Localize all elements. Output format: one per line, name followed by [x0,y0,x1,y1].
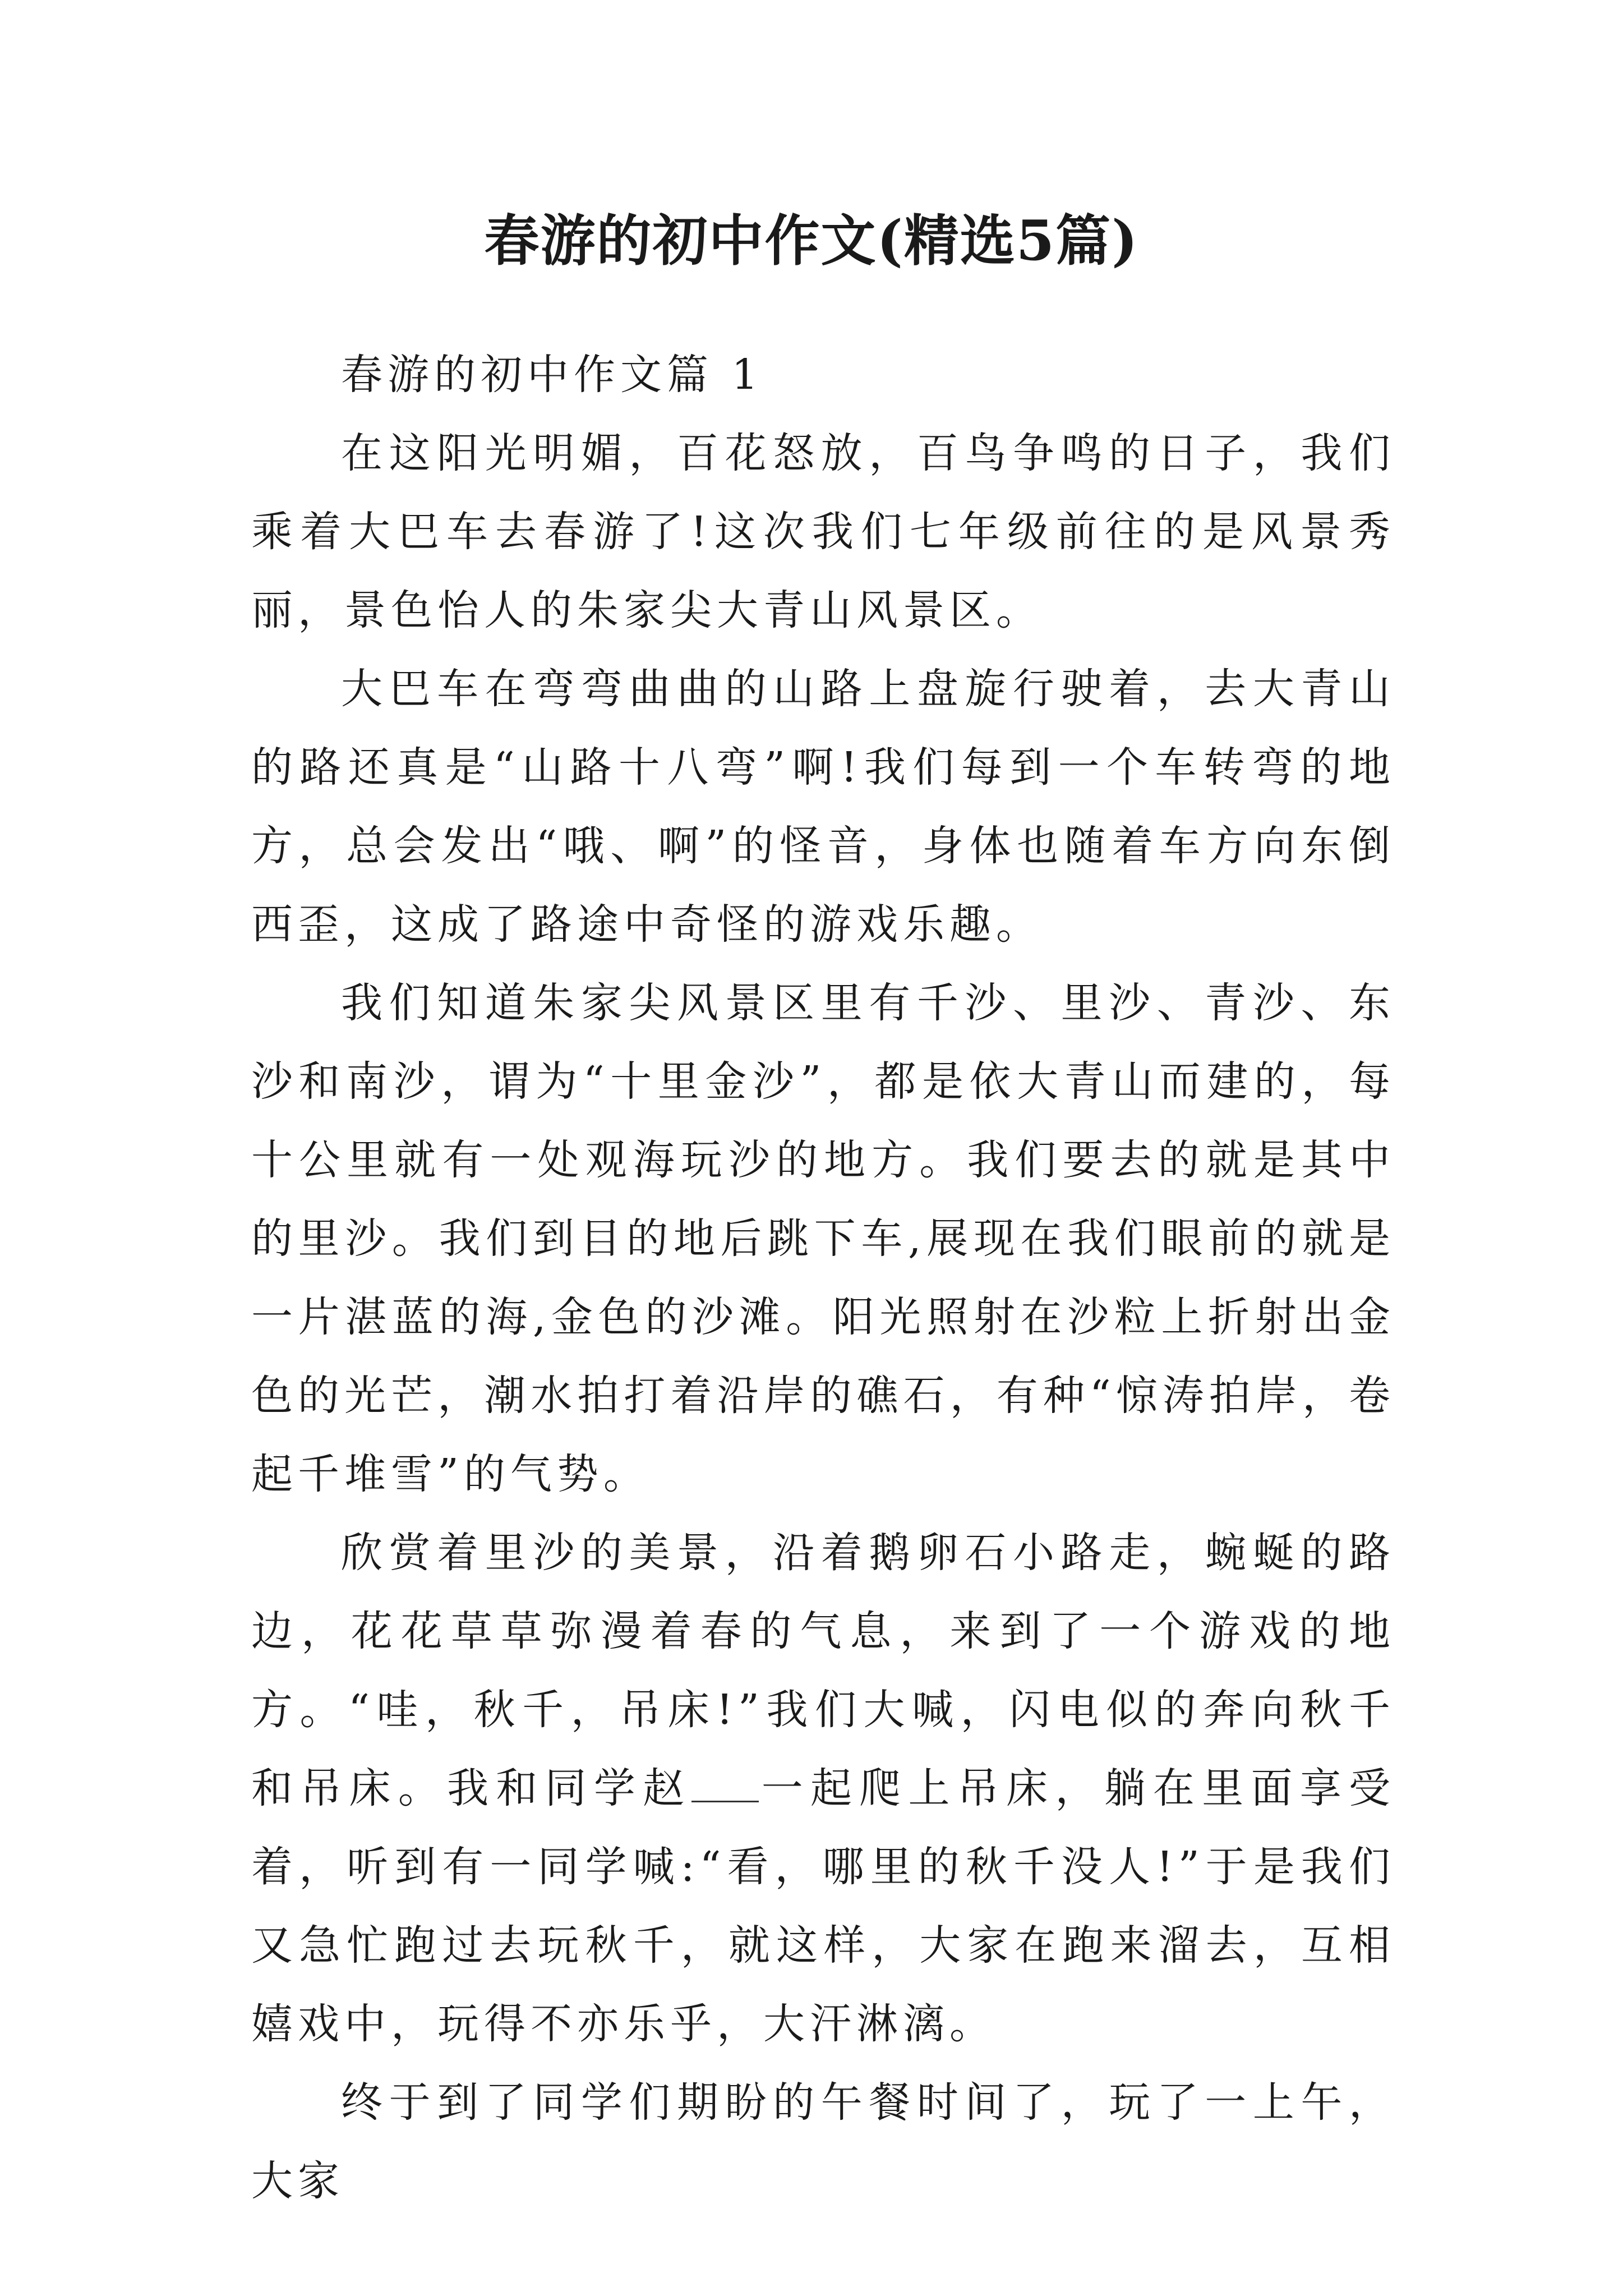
document-body [251,335,1395,2220]
paragraph-4-part-2: 一起爬上吊床，躺在里面享受着，听到有一同学喊:“看，哪里的秋千没人!”于是我们又急忙跑过去玩秋千，就这样，大家在跑来溜去，互相嬉戏中，玩得不亦乐乎，大汗淋漓。 [251,1764,1396,2048]
paragraph-4-part-1: 欣赏着里沙的美景，沿着鹅卵石小路走，蜿蜒的路边，花花草草弥漫着春的气息，来到了一个游戏的地方。“哇，秋千，吊床!”我们大喊，闪电似的奔向秋千和吊床。我和同学赵 [251,1529,1395,1812]
document-title: 春游的初中作文(精选5篇) [484,209,1139,273]
paragraph-5: 终于到了同学们期盼的午餐时间了，玩了一上午，大家 [251,2078,1395,2205]
fill-in-blank [691,1767,759,1802]
section-heading: 春游的初中作文篇 1 [341,351,763,399]
paragraph-4 [251,1513,1395,2063]
paragraph-1: 在这阳光明媚，百花怒放，百鸟争鸣的日子，我们乘着大巴车去春游了!这次我们七年级前往的是风景秀丽，景色怡人的朱家尖大青山风景区。 [251,429,1395,634]
paragraph-3: 我们知道朱家尖风景区里有千沙、里沙、青沙、东沙和南沙，谓为“十里金沙”，都是依大青山而建的，每十公里就有一处观海玩沙的地方。我们要去的就是其中的里沙。我们到目的地后跳下车,展现在我们眼前的就是一片湛蓝的海,金色的沙滩。阳光照射在沙粒上折射出金色的光芒，潮水拍打着沿岸的礁石，有种“惊涛拍岸，卷起千堆雪”的气势。 [251,979,1395,1498]
paragraph-2: 大巴车在弯弯曲曲的山路上盘旋行驶着，去大青山的路还真是“山路十八弯”啊!我们每到一个车转弯的地方，总会发出“哦、啊”的怪音，身体也随着车方向东倒西歪，这成了路途中奇怪的游戏乐趣。 [251,665,1395,949]
